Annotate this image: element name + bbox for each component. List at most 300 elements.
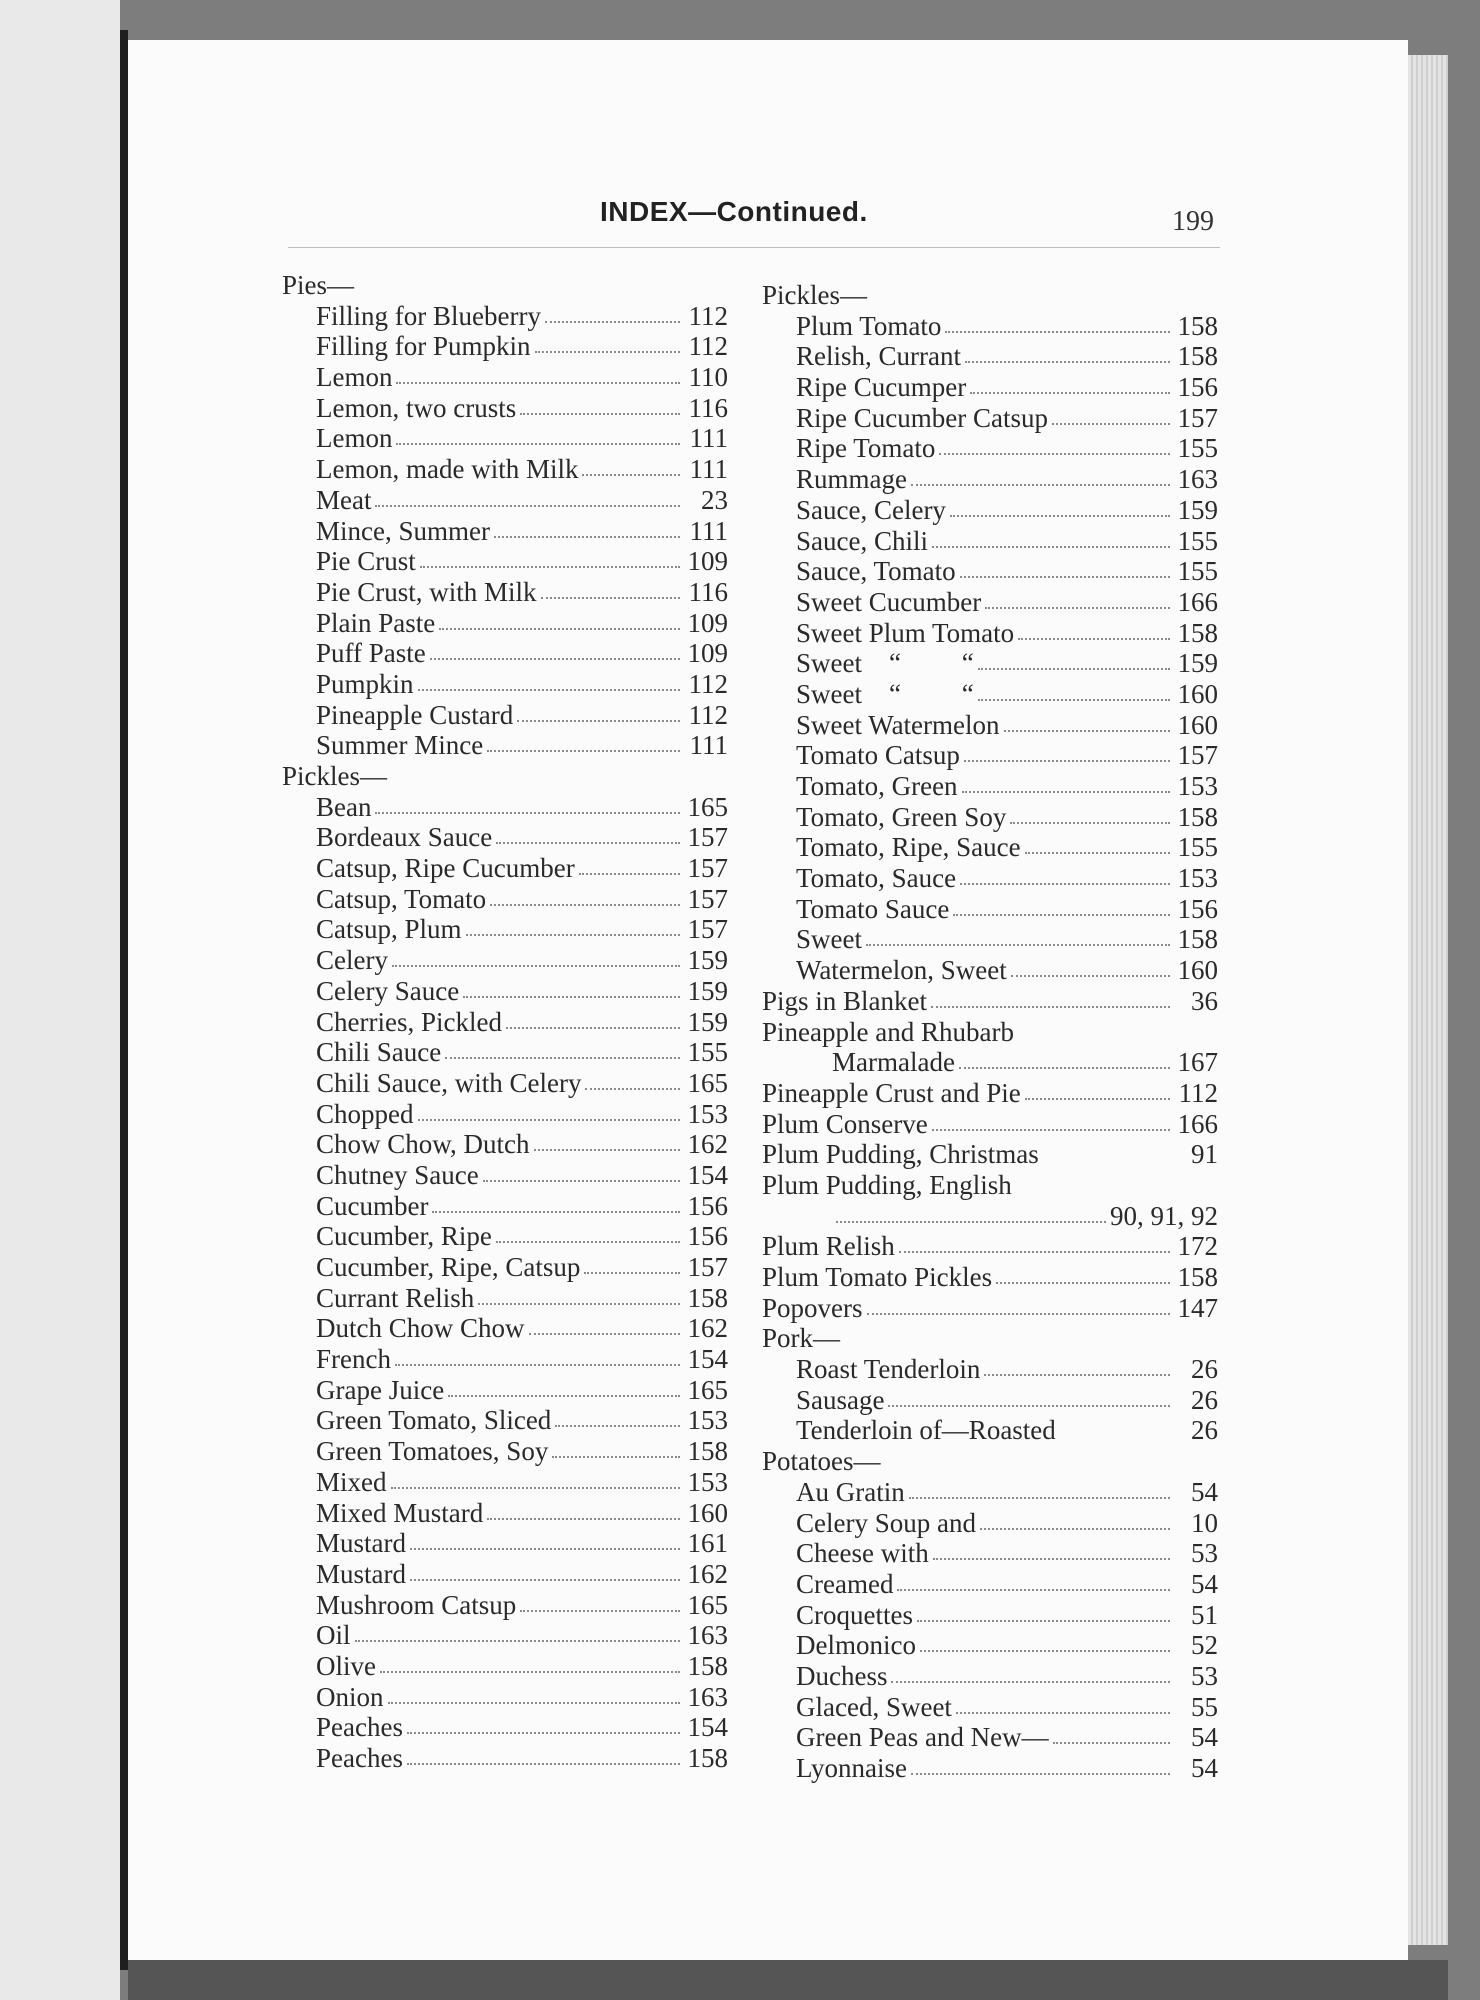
index-entry [762, 1508, 1222, 1539]
dot-leader [358, 272, 680, 292]
index-entry [282, 976, 732, 1007]
dot-leader [959, 1047, 1170, 1069]
entry-page-number: 158 [687, 1282, 728, 1313]
dot-leader [410, 1528, 680, 1550]
entry-page-number: 165 [687, 1589, 728, 1620]
index-heading [762, 1262, 1222, 1293]
dot-leader [984, 1354, 1170, 1376]
entry-label: Glaced, Sweet [796, 1691, 952, 1722]
entry-page-number: 156 [687, 1190, 728, 1221]
index-entry [762, 1630, 1222, 1661]
index-column-right [762, 280, 1222, 1784]
entry-page-number: 153 [687, 1098, 728, 1129]
index-entry [762, 924, 1222, 955]
dot-leader [1043, 1141, 1170, 1161]
dot-leader [932, 526, 1170, 548]
index-entry [282, 1651, 732, 1682]
index-entry [282, 853, 732, 884]
entry-label: Au Gratin [796, 1476, 905, 1507]
index-entry [282, 669, 732, 700]
dot-leader [1016, 1172, 1170, 1192]
index-entry [282, 1099, 732, 1130]
entry-label: Lyonnaise [796, 1753, 907, 1783]
dot-leader [517, 700, 680, 722]
index-entry [762, 1569, 1222, 1600]
dot-leader [962, 771, 1170, 793]
entry-page-number: 109 [687, 546, 728, 577]
entry-page-number: 157 [1177, 740, 1218, 771]
dot-leader [520, 1590, 680, 1612]
entry-page-number: 55 [1191, 1691, 1218, 1722]
index-entry [762, 526, 1222, 557]
header-rule [288, 247, 1220, 248]
entry-label: Onion [316, 1681, 384, 1712]
index-heading [762, 986, 1222, 1017]
entry-label: Marmalade [832, 1047, 955, 1078]
book-cover-edge [128, 1960, 1448, 2000]
dot-leader [1018, 618, 1170, 640]
entry-label: Plain Paste [316, 607, 436, 638]
dot-leader [355, 1620, 680, 1642]
entry-label: Pickles— [282, 761, 387, 791]
entry-label: Catsup, Plum [316, 914, 462, 945]
index-entry [762, 311, 1222, 342]
entry-page-number: 54 [1191, 1722, 1218, 1753]
entry-label: Sweet “ “ [796, 678, 974, 709]
dot-leader [885, 1448, 1171, 1468]
index-entry [282, 1221, 732, 1252]
index-heading [762, 1017, 1222, 1048]
index-entry [282, 362, 732, 393]
entry-label: Chopped [316, 1098, 414, 1129]
dot-leader [1010, 802, 1170, 824]
entry-label: Pickles— [762, 280, 867, 310]
entry-label: Summer Mince [316, 730, 484, 761]
entry-label: Pineapple Custard [316, 699, 514, 730]
entry-label: Bordeaux Sauce [316, 822, 493, 853]
index-entry [762, 955, 1222, 986]
entry-page-number: 160 [1177, 709, 1218, 740]
dot-leader [1053, 1722, 1170, 1744]
entry-page-number: 110 [688, 362, 728, 393]
entry-label: Pineapple and Rhubarb [762, 1016, 1014, 1047]
index-entry [762, 710, 1222, 741]
index-entry [282, 1313, 732, 1344]
index-entry [282, 1007, 732, 1038]
dot-leader [891, 1661, 1170, 1683]
entry-page-number: 51 [1191, 1599, 1218, 1630]
entry-page-number: 54 [1191, 1753, 1218, 1783]
index-entry [762, 679, 1222, 710]
entry-label: Cucumber, Ripe [316, 1221, 492, 1252]
dot-leader [945, 311, 1170, 333]
entry-page-number: 157 [687, 914, 728, 945]
index-entry [282, 1682, 732, 1713]
entry-label: Filling for Pumpkin [316, 331, 531, 362]
entry-page-number: 54 [1191, 1476, 1218, 1507]
dot-leader [396, 362, 680, 384]
entry-label: Sweet Plum Tomato [796, 617, 1015, 648]
entry-page-number: 157 [687, 1252, 728, 1282]
entry-page-number: 153 [687, 1405, 728, 1436]
dot-leader [552, 1436, 680, 1458]
index-entry [282, 301, 732, 332]
dot-leader [964, 740, 1170, 762]
dot-leader [1004, 710, 1170, 732]
entry-page-number: 112 [1178, 1077, 1218, 1108]
entry-label: Sauce, Chili [796, 525, 928, 556]
dot-leader [582, 454, 680, 476]
entry-label: French [316, 1344, 391, 1375]
dot-leader [466, 914, 680, 936]
index-entry [282, 1283, 732, 1314]
dot-leader [584, 1252, 680, 1274]
entry-label: Plum Tomato Pickles [762, 1262, 993, 1292]
entry-page-number: 111 [689, 423, 728, 454]
dot-leader [463, 976, 680, 998]
entry-page-number: 158 [687, 1436, 728, 1467]
dot-leader [836, 1201, 1106, 1223]
entry-label: Celery Soup and [796, 1507, 976, 1538]
index-entry [282, 1344, 732, 1375]
dot-leader [496, 822, 680, 844]
index-entry [762, 341, 1222, 372]
entry-label: Ripe Tomato [796, 433, 936, 464]
entry-page-number: 111 [689, 454, 728, 485]
dot-leader [909, 1477, 1170, 1499]
entry-page-number: 158 [1177, 924, 1218, 955]
entry-label: Tomato Sauce [796, 893, 950, 924]
entry-label: Dutch Chow Chow [316, 1313, 525, 1344]
entry-label: Croquettes [796, 1599, 913, 1630]
index-heading [762, 1446, 1222, 1477]
entry-page-number: 154 [687, 1344, 728, 1375]
entry-label: Rummage [796, 464, 907, 495]
index-entry [282, 1467, 732, 1498]
index-entry [762, 1047, 1222, 1078]
dot-leader [867, 1293, 1171, 1315]
entry-label: Green Peas and New— [796, 1722, 1049, 1753]
index-entry [282, 485, 732, 516]
entry-label: Mixed [316, 1466, 387, 1497]
entry-label: Plum Conserve [762, 1108, 928, 1139]
entry-label: Mustard [316, 1558, 406, 1589]
dot-leader [535, 331, 680, 353]
index-entry [762, 556, 1222, 587]
index-entry [762, 587, 1222, 618]
entry-page-number: 172 [1177, 1231, 1218, 1262]
dot-leader [407, 1712, 680, 1734]
dot-leader [534, 1129, 681, 1151]
entry-label: Potatoes— [762, 1446, 881, 1477]
entry-label: Pies— [282, 270, 355, 300]
entry-page-number: 154 [687, 1159, 728, 1190]
entry-label: Chow Chow, Dutch [316, 1129, 530, 1160]
dot-leader [418, 1099, 681, 1121]
entry-label: Duchess [796, 1660, 888, 1691]
entry-label: Sauce, Tomato [796, 556, 956, 587]
dot-leader [439, 608, 680, 630]
dot-leader [490, 884, 680, 906]
index-entry [762, 648, 1222, 679]
dot-leader [445, 1037, 680, 1059]
entry-label: Plum Relish [762, 1231, 895, 1262]
dot-leader [1052, 403, 1170, 425]
entry-page-number: 112 [688, 300, 728, 331]
page-stack-edge [1408, 55, 1448, 1945]
entry-label: Pineapple Crust and Pie [762, 1077, 1021, 1108]
dot-leader [956, 1692, 1170, 1714]
index-entry [762, 832, 1222, 863]
index-entry [282, 1375, 732, 1406]
entry-page-number: 157 [687, 853, 728, 884]
entry-label: Plum Pudding, English [762, 1169, 1012, 1200]
index-entry [282, 1590, 732, 1621]
entry-label: Roast Tenderloin [796, 1354, 981, 1385]
entry-page-number: 112 [688, 668, 728, 699]
dot-leader [487, 730, 680, 752]
entry-label: Sauce, Celery [796, 494, 946, 525]
dot-leader [410, 1559, 680, 1581]
facing-page-edge [0, 0, 120, 2000]
dot-leader [520, 393, 680, 415]
entry-page-number: 154 [687, 1712, 728, 1743]
entry-label: Mince, Summer [316, 515, 490, 546]
dot-leader [375, 485, 680, 507]
entry-page-number: 159 [687, 1006, 728, 1037]
index-entry [762, 372, 1222, 403]
entry-page-number: 163 [687, 1681, 728, 1712]
index-entry [282, 516, 732, 547]
page-number: 199 [1172, 206, 1214, 237]
index-entry [762, 1722, 1222, 1753]
entry-page-number: 163 [1177, 464, 1218, 495]
entry-label: Green Tomato, Sliced [316, 1405, 552, 1436]
dot-leader [996, 1262, 1170, 1284]
dot-leader [432, 1191, 680, 1213]
index-entry [282, 730, 732, 761]
entry-label: Watermelon, Sweet [796, 955, 1007, 986]
index-entry [282, 1037, 732, 1068]
entry-label: Chili Sauce [316, 1037, 442, 1068]
entry-page-number: 53 [1191, 1660, 1218, 1691]
entry-label: Tomato Catsup [796, 740, 960, 771]
index-heading [282, 270, 732, 301]
entry-page-number: 155 [1177, 556, 1218, 587]
entry-page-number: 158 [1177, 1262, 1218, 1292]
entry-label: Sweet [796, 924, 862, 955]
dot-leader [375, 792, 680, 814]
entry-page-number: 161 [687, 1528, 728, 1559]
entry-label: Currant Relish [316, 1282, 475, 1313]
dot-leader [418, 669, 680, 691]
entry-label: Relish, Currant [796, 341, 961, 372]
dot-leader [407, 1743, 680, 1765]
entry-label: Pork— [762, 1323, 841, 1354]
dot-leader [392, 945, 680, 967]
index-entry [762, 1538, 1222, 1569]
index-heading [762, 1293, 1222, 1324]
entry-page-number: 36 [1191, 985, 1218, 1016]
index-entry [282, 546, 732, 577]
entry-page-number: 116 [688, 392, 728, 423]
entry-label: Plum Pudding, Christmas [762, 1139, 1039, 1170]
dot-leader [932, 1109, 1170, 1131]
entry-label: Peaches [316, 1743, 403, 1773]
entry-label: Lemon, made with Milk [316, 454, 579, 485]
dot-leader [388, 1682, 681, 1704]
dot-leader [899, 1231, 1170, 1253]
dot-leader [866, 924, 1170, 946]
entry-label: Mixed Mustard [316, 1497, 484, 1528]
index-entry [282, 1252, 732, 1283]
dot-leader [978, 679, 1170, 701]
entry-label: Sweet “ “ [796, 648, 974, 679]
dot-leader [920, 1630, 1170, 1652]
entry-page-number: 153 [1177, 863, 1218, 894]
index-entry [762, 403, 1222, 434]
index-entry [762, 894, 1222, 925]
entry-page-number: 166 [1177, 586, 1218, 617]
entry-page-number: 162 [687, 1558, 728, 1589]
entry-page-number: 153 [687, 1466, 728, 1497]
entry-page-number: 165 [687, 791, 728, 822]
entry-page-number: 109 [687, 607, 728, 638]
entry-label: Plum Tomato [796, 310, 942, 341]
entry-label: Oil [316, 1620, 351, 1651]
entry-page-number: 112 [688, 699, 728, 730]
index-entry [762, 1201, 1222, 1232]
entry-label: Lemon [316, 362, 393, 393]
entry-page-number: 166 [1177, 1108, 1218, 1139]
dot-leader [888, 1385, 1170, 1407]
dot-leader [970, 372, 1170, 394]
index-entry [282, 884, 732, 915]
index-entry [282, 1559, 732, 1590]
dot-leader [950, 495, 1170, 517]
entry-page-number: 155 [1177, 525, 1218, 556]
entry-label: Ripe Cucumper [796, 372, 967, 403]
entry-label: Mustard [316, 1528, 406, 1559]
entry-page-number: 111 [689, 730, 728, 761]
index-entry [762, 433, 1222, 464]
index-entry [282, 1743, 732, 1774]
entry-page-number: 157 [687, 883, 728, 914]
index-entry [762, 1661, 1222, 1692]
entry-label: Delmonico [796, 1630, 916, 1661]
dot-leader [911, 1753, 1170, 1775]
entry-label: Pigs in Blanket [762, 985, 928, 1016]
index-entry [282, 608, 732, 639]
dot-leader [978, 648, 1170, 670]
dot-leader [487, 1498, 680, 1520]
entry-page-number: 53 [1191, 1538, 1218, 1569]
entry-page-number: 26 [1191, 1354, 1218, 1385]
entry-label: Lemon [316, 423, 393, 454]
entry-label: Lemon, two crusts [316, 392, 517, 423]
entry-label: Pie Crust, with Milk [316, 576, 537, 607]
entry-label: Peaches [316, 1712, 403, 1743]
entry-page-number: 159 [1177, 494, 1218, 525]
entry-label: Pumpkin [316, 668, 414, 699]
entry-page-number: 162 [687, 1313, 728, 1344]
index-entry [762, 618, 1222, 649]
index-heading [762, 1109, 1222, 1140]
entry-label: Sausage [796, 1384, 885, 1415]
entry-page-number: 158 [687, 1650, 728, 1681]
entry-page-number: 159 [1177, 648, 1218, 679]
entry-page-number: 155 [687, 1037, 728, 1068]
entry-page-number: 159 [687, 975, 728, 1006]
entry-label: Cherries, Pickled [316, 1006, 502, 1037]
index-entry [762, 495, 1222, 526]
index-entry [282, 638, 732, 669]
dot-leader [960, 863, 1170, 885]
entry-page-number: 26 [1191, 1415, 1218, 1446]
index-entry [282, 577, 732, 608]
entry-page-number: 158 [687, 1743, 728, 1773]
dot-leader [897, 1569, 1170, 1591]
dot-leader [496, 1221, 680, 1243]
entry-label: Puff Paste [316, 638, 426, 669]
index-entry [282, 423, 732, 454]
entry-label: Meat [316, 484, 372, 515]
entry-label: Tomato, Ripe, Sauce [796, 832, 1021, 863]
entry-page-number: 160 [687, 1497, 728, 1528]
entry-label: Popovers [762, 1292, 863, 1323]
dot-leader [953, 894, 1170, 916]
entry-label: Bean [316, 791, 372, 822]
entry-label: Cheese with [796, 1538, 929, 1569]
dot-leader [1060, 1417, 1170, 1437]
dot-leader [1018, 1019, 1170, 1039]
entry-page-number: 153 [1177, 771, 1218, 801]
dot-leader [579, 853, 680, 875]
entry-page-number: 156 [687, 1221, 728, 1252]
entry-page-number: 155 [1177, 832, 1218, 863]
entry-label: Mushroom Catsup [316, 1589, 517, 1620]
index-entry [282, 1160, 732, 1191]
dot-leader [420, 546, 680, 568]
entry-label: Celery Sauce [316, 975, 460, 1006]
entry-page-number: 147 [1177, 1292, 1218, 1323]
index-entry [762, 771, 1222, 802]
dot-leader [555, 1405, 680, 1427]
index-entry [762, 740, 1222, 771]
index-heading [282, 761, 732, 792]
entry-page-number: 167 [1177, 1047, 1218, 1078]
index-entry [762, 1692, 1222, 1723]
entry-page-number: 26 [1191, 1384, 1218, 1415]
entry-label: Cucumber, Ripe, Catsup [316, 1252, 581, 1282]
entry-label: Filling for Blueberry [316, 300, 541, 331]
entry-label: Tomato, Green Soy [796, 801, 1007, 832]
entry-page-number: 159 [687, 945, 728, 976]
entry-page-number: 158 [1177, 617, 1218, 648]
dot-leader [506, 1007, 680, 1029]
index-entry [282, 1436, 732, 1467]
entry-page-number: 112 [688, 331, 728, 362]
index-entry [762, 1600, 1222, 1631]
index-entry [282, 822, 732, 853]
entry-label: Grape Juice [316, 1374, 445, 1405]
dot-leader [529, 1313, 681, 1335]
dot-leader [541, 577, 680, 599]
entry-label: Ripe Cucumber Catsup [796, 402, 1048, 433]
entry-label: Catsup, Ripe Cucumber [316, 853, 575, 884]
index-entry [282, 454, 732, 485]
entry-page-number: 156 [1177, 893, 1218, 924]
